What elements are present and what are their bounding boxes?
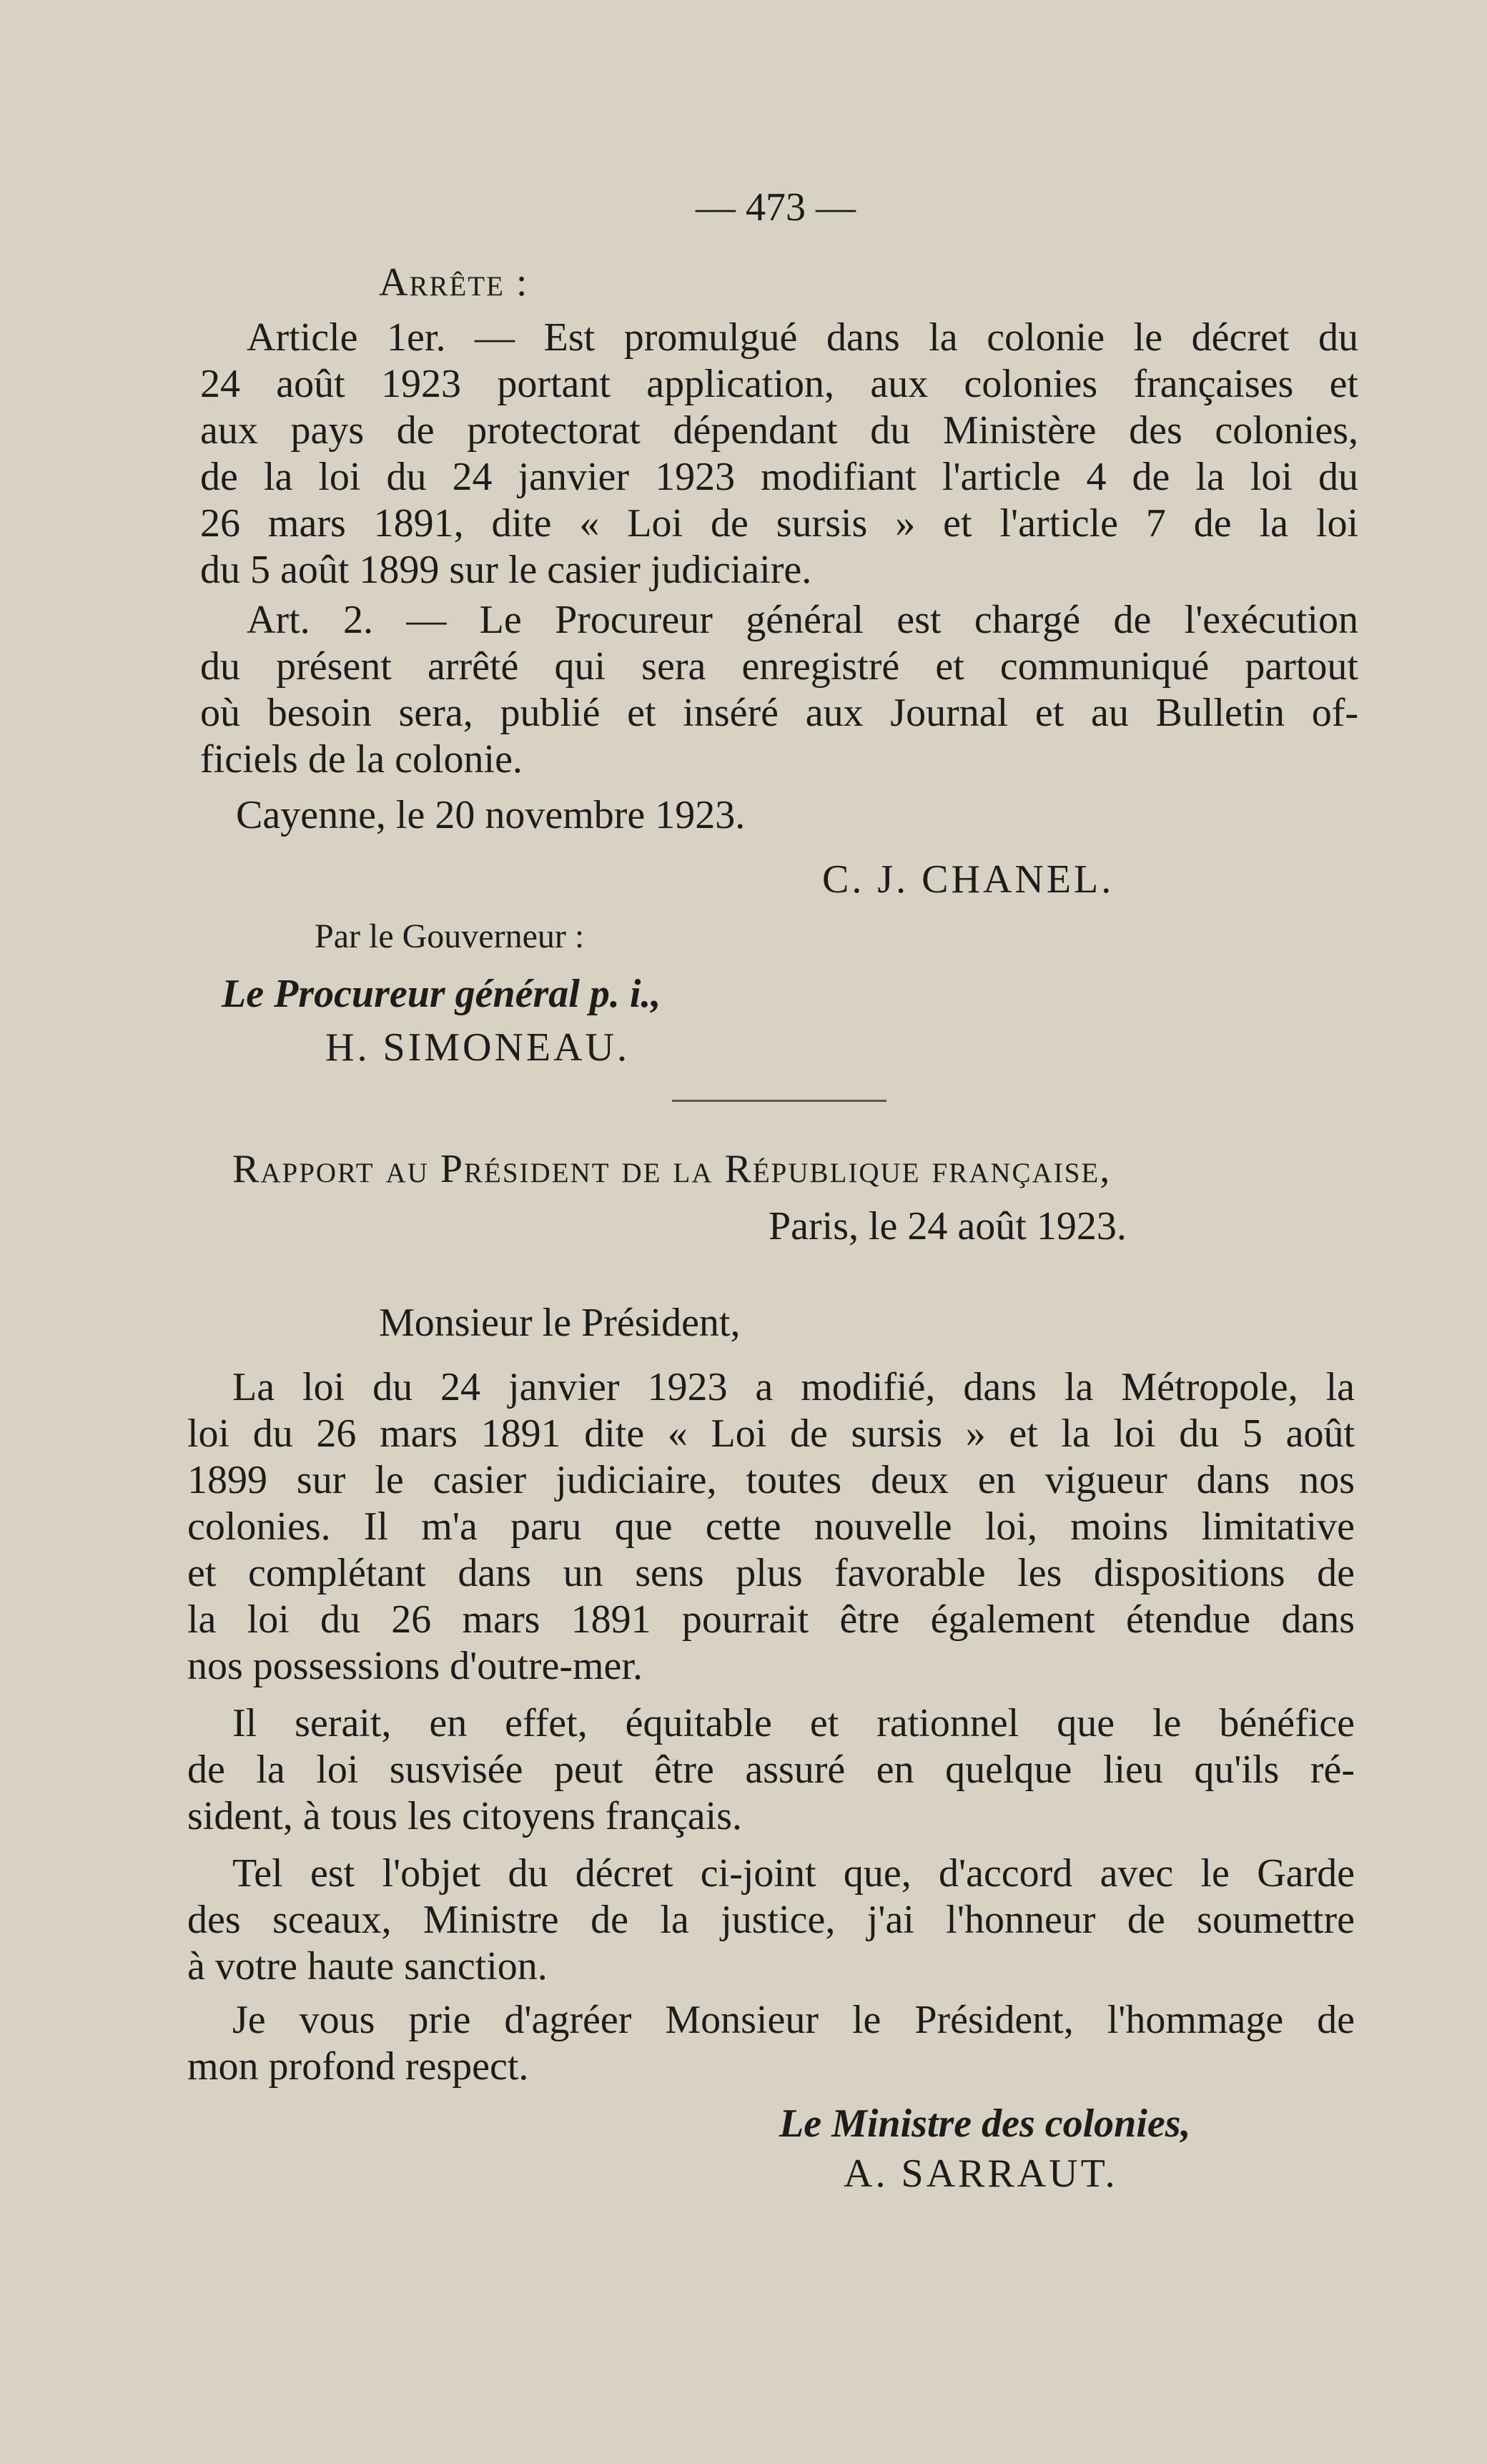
minister-title: Le Ministre des colonies,	[779, 2101, 1191, 2146]
para2-line-1: Il serait, en effet, équitable et rationnel que le bénéfice	[232, 1701, 1355, 1745]
divider	[672, 1100, 886, 1102]
para4-line-1: Je vous prie d'agréer Monsieur le Président, l'hommage de	[232, 1998, 1355, 2042]
art2-line-1: Art. 2. — Le Procureur général est chargé de l'exécution	[247, 598, 1358, 642]
para4-line-2: mon profond respect.	[187, 2044, 529, 2089]
para3-line-1: Tel est l'objet du décret ci-joint que, d'accord avec le Garde	[232, 1851, 1355, 1896]
art2-line-3: où besoin sera, publié et inséré aux Journal et au Bulletin of-	[200, 691, 1358, 735]
para2-line-3: sident, à tous les citoyens français.	[187, 1794, 743, 1838]
para1-line-5: et complétant dans un sens plus favorable les dispositions de	[187, 1551, 1355, 1595]
para1-line-6: la loi du 26 mars 1891 pourrait être également étendue dans	[187, 1597, 1355, 1642]
arrete-heading: Arrête :	[379, 260, 529, 305]
by-governor: Par le Gouverneur :	[315, 917, 585, 955]
art2-line-2: du présent arrêté qui sera enregistré et communiqué partout	[200, 644, 1358, 689]
para3-line-3: à votre haute sanction.	[187, 1944, 548, 1989]
para1-line-2: loi du 26 mars 1891 dite « Loi de sursis » et la loi du 5 août	[187, 1411, 1355, 1456]
signatory-simoneau: H. SIMONEAU.	[325, 1025, 630, 1070]
para2-line-2: de la loi susvisée peut être assuré en quelque lieu qu'ils ré-	[187, 1748, 1355, 1792]
arrete-line-5: 26 mars 1891, dite « Loi de sursis » et l'article 7 de la loi	[200, 501, 1358, 546]
arrete-line-2: 24 août 1923 portant application, aux colonies françaises et	[200, 362, 1358, 406]
arrete-line-4: de la loi du 24 janvier 1923 modifiant l'article 4 de la loi du	[200, 455, 1358, 499]
procureur-title: Le Procureur général p. i.,	[222, 972, 661, 1016]
signatory-chanel: C. J. CHANEL.	[822, 857, 1115, 902]
art2-line-4: ficiels de la colonie.	[200, 737, 523, 782]
arrete-line-6: du 5 août 1899 sur le casier judiciaire.	[200, 548, 812, 592]
salutation: Monsieur le Président,	[379, 1301, 741, 1345]
para3-line-2: des sceaux, Ministre de la justice, j'ai l'honneur de soumettre	[187, 1898, 1355, 1942]
report-date: Paris, le 24 août 1923.	[769, 1204, 1127, 1248]
date-place: Cayenne, le 20 novembre 1923.	[236, 793, 746, 837]
para1-line-1: La loi du 24 janvier 1923 a modifié, dans la Métropole, la	[232, 1365, 1355, 1409]
para1-line-3: 1899 sur le casier judiciaire, toutes deux en vigueur dans nos	[187, 1458, 1355, 1502]
para1-line-4: colonies. Il m'a paru que cette nouvelle loi, moins limitative	[187, 1504, 1355, 1549]
arrete-line-3: aux pays de protectorat dépendant du Ministère des colonies,	[200, 408, 1358, 453]
signatory-sarraut: A. SARRAUT.	[844, 2152, 1118, 2196]
page-number: — 473 —	[696, 185, 856, 230]
para1-line-7: nos possessions d'outre-mer.	[187, 1644, 643, 1688]
arrete-line-1: Article 1er. — Est promulgué dans la colonie le décret du	[247, 315, 1358, 360]
report-heading: Rapport au Président de la République française,	[232, 1147, 1112, 1191]
